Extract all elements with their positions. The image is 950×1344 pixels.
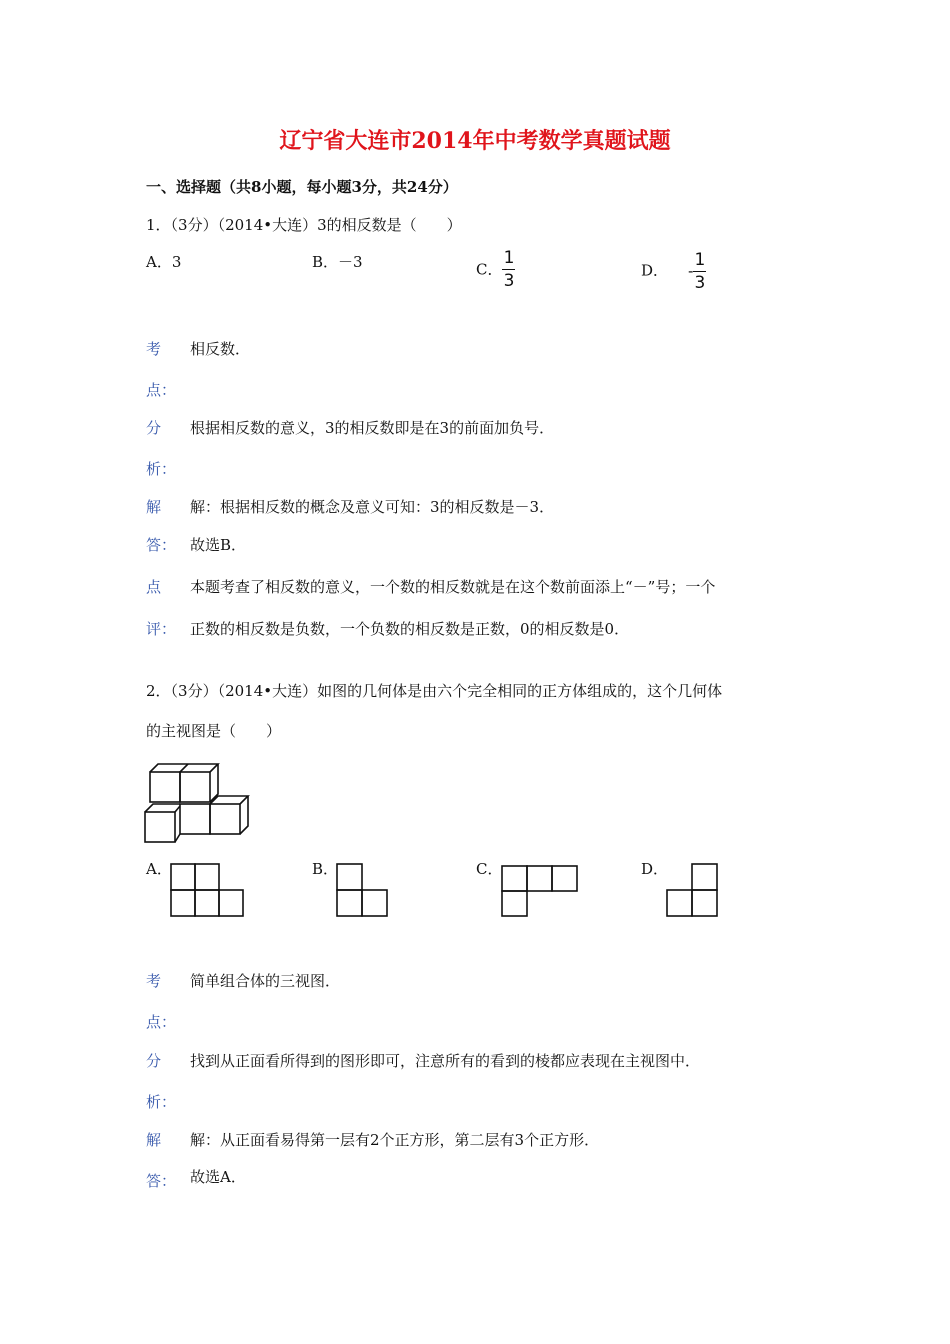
q1-option-d-sign: - [688,261,694,280]
q2-stem-line-1: 2．（3分）（2014•大连）如图的几何体是由六个完全相同的正方体组成的，这个几何体 [146,682,723,700]
q2-cube-figure [140,760,255,844]
q1-option-b: B．－3 [312,253,363,271]
q2-kaodian: 简单组合体的三视图． [190,972,341,990]
q1-jieda-label-2: 答： [146,536,177,554]
q2-jieda-label-2: 答： [146,1172,177,1190]
q1-option-a: A．3 [146,253,182,271]
q1-kaodian: 相反数． [190,340,251,358]
q2-jieda-line-2: 故选A． [190,1168,246,1186]
fraction-denominator: 3 [694,273,706,293]
fraction-denominator: 3 [503,271,515,291]
q2-option-c-figure [501,865,579,917]
q1-kaodian-label-1: 考 [146,340,162,358]
q2-option-d-figure [666,863,718,917]
q1-fenxi-label-1: 分 [146,419,162,437]
q1-option-d-label: D． [641,261,669,280]
page-title: 辽宁省大连市2014年中考数学真题试题 [279,128,671,154]
q1-option-c-fraction [502,249,515,290]
q1-jieda-line-2: 故选B． [190,536,247,554]
q2-jieda-line-1: 解：从正面看易得第一层有2个正方形，第二层有3个正方形． [190,1131,600,1149]
q1-dianping-line-1: 本题考查了相反数的意义，一个数的相反数就是在这个数前面添上“－”号；一个 [190,578,716,596]
q1-dianping-line-2: 正数的相反数是负数，一个负数的相反数是正数，0的相反数是0． [190,620,630,638]
q1-stem: 1．（3分）（2014•大连）3的相反数是（ ） [146,216,462,234]
q2-fenxi-label-2: 析： [146,1093,177,1111]
q2-option-b-figure [336,863,388,917]
q2-option-a-figure [170,863,244,917]
q1-fenxi: 根据相反数的意义，3的相反数即是在3的前面加负号． [190,419,555,437]
q2-option-a: A． [146,860,172,878]
q1-jieda-line-1: 解：根据相反数的概念及意义可知：3的相反数是－3． [190,498,555,516]
q1-fenxi-label-2: 析： [146,460,177,478]
q2-fenxi: 找到从正面看所得到的图形即可，注意所有的看到的棱都应表现在主视图中． [190,1052,701,1070]
q1-option-d [641,251,706,292]
q2-option-d: D． [641,860,669,878]
section-heading: 一、选择题（共8小题，每小题3分，共24分） [146,178,458,196]
q1-dianping-label-1: 点 [146,578,162,596]
q1-option-c-label: C． [476,260,503,279]
q1-kaodian-label-2: 点： [146,381,177,399]
q2-option-c: C． [476,860,503,878]
q2-fenxi-label-1: 分 [146,1052,162,1070]
q1-jieda-label-1: 解 [146,498,162,516]
q2-option-b: B． [312,860,339,878]
fraction-numerator: 1 [694,250,706,270]
q1-dianping-label-2: 评： [146,620,177,638]
q2-kaodian-label-2: 点： [146,1013,177,1031]
q2-jieda-label-1: 解 [146,1131,162,1149]
q1-option-c [476,248,515,291]
q2-kaodian-label-1: 考 [146,972,162,990]
q1-option-d-fraction [693,251,706,292]
q2-stem-line-2: 的主视图是（ ） [146,722,282,740]
fraction-numerator: 1 [503,248,515,268]
